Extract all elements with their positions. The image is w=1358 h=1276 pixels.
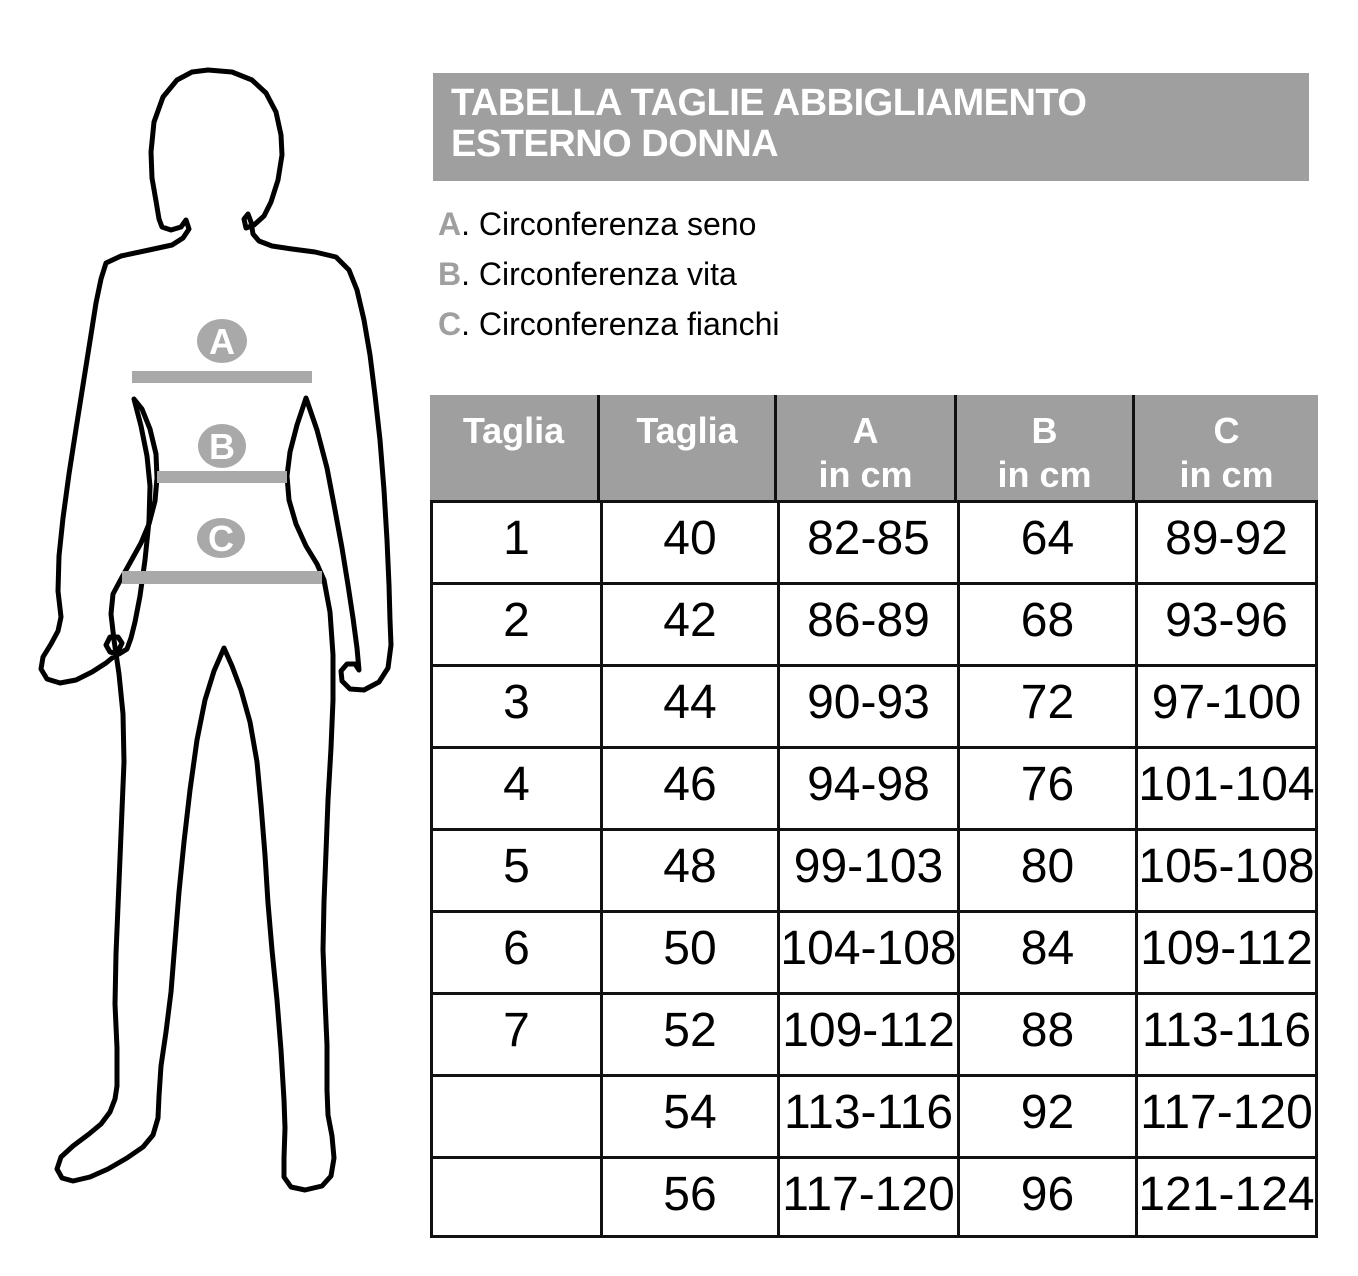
legend-dot: .	[461, 306, 470, 342]
table-cell: 117-120	[777, 1156, 957, 1238]
table-cell: 4	[430, 746, 600, 828]
body-measurement-diagram	[0, 0, 430, 1276]
table-row	[430, 582, 1318, 664]
table-cell: 44	[600, 664, 777, 746]
table-row	[430, 1156, 1318, 1238]
table-cell: 109-112	[1135, 910, 1318, 992]
table-cell: 113-116	[777, 1074, 957, 1156]
marker-waist	[198, 424, 246, 468]
table-cell	[430, 1074, 600, 1156]
table-cell: 92	[957, 1074, 1135, 1156]
header-cell-line1: A	[852, 410, 879, 451]
table-row	[430, 500, 1318, 582]
hip-measure-line	[122, 571, 322, 584]
table-cell: 121-124	[1135, 1156, 1318, 1238]
header-cell-line1: Taglia	[462, 410, 565, 451]
table-cell: 94-98	[777, 746, 957, 828]
legend-letter-a: A	[438, 206, 462, 242]
table-cell: 54	[600, 1074, 777, 1156]
marker-waist-letter: B	[209, 426, 235, 467]
header-cell	[957, 395, 1135, 500]
table-cell: 76	[957, 746, 1135, 828]
header-cell-line1: B	[1031, 410, 1058, 451]
table-cell: 93-96	[1135, 582, 1318, 664]
table-cell: 50	[600, 910, 777, 992]
size-table	[430, 395, 1318, 1238]
body-diagram-svg	[0, 0, 430, 1276]
marker-bust	[197, 319, 247, 363]
header-cell-line2: in cm	[818, 454, 913, 495]
table-body	[430, 500, 1318, 1238]
table-row	[430, 746, 1318, 828]
page-title-line2: ESTERNO DONNA	[451, 123, 779, 165]
header-cell-line2: in cm	[997, 454, 1092, 495]
header-cell	[600, 395, 777, 500]
table-cell: 42	[600, 582, 777, 664]
table-cell: 96	[957, 1156, 1135, 1238]
bust-measure-line	[132, 371, 312, 383]
legend-item-waist	[438, 249, 779, 299]
table-cell: 48	[600, 828, 777, 910]
table-cell: 86-89	[777, 582, 957, 664]
table-cell: 105-108	[1135, 828, 1318, 910]
legend-item-bust	[438, 199, 779, 249]
table-cell: 82-85	[777, 500, 957, 582]
table-cell: 97-100	[1135, 664, 1318, 746]
table-cell: 84	[957, 910, 1135, 992]
table-cell: 104-108	[777, 910, 957, 992]
table-row	[430, 664, 1318, 746]
header-cell	[777, 395, 957, 500]
table-cell: 113-116	[1135, 992, 1318, 1074]
table-row	[430, 1074, 1318, 1156]
legend-text-waist: Circonferenza vita	[478, 256, 737, 292]
measurement-legend	[438, 199, 779, 349]
table-row	[430, 992, 1318, 1074]
table-cell: 90-93	[777, 664, 957, 746]
legend-item-hip	[438, 299, 779, 349]
page-title-line1: TABELLA TAGLIE ABBIGLIAMENTO	[451, 82, 1087, 124]
table-cell: 3	[430, 664, 600, 746]
marker-hip-letter: C	[208, 518, 234, 559]
header-cell	[430, 395, 600, 500]
table-cell: 7	[430, 992, 600, 1074]
page-title	[433, 73, 1309, 181]
legend-text-bust: Circonferenza seno	[478, 206, 757, 242]
header-cell-line1: C	[1213, 410, 1240, 451]
waist-measure-line	[157, 471, 287, 483]
table-cell: 46	[600, 746, 777, 828]
legend-letter-b: B	[438, 256, 462, 292]
table-cell: 72	[957, 664, 1135, 746]
legend-letter-c: C	[438, 306, 462, 342]
table-row	[430, 828, 1318, 910]
table-cell: 1	[430, 500, 600, 582]
legend-text-hip: Circonferenza fianchi	[478, 306, 780, 342]
table-row	[430, 910, 1318, 992]
table-cell: 64	[957, 500, 1135, 582]
legend-dot: .	[461, 256, 470, 292]
table-cell: 68	[957, 582, 1135, 664]
header-cell	[1135, 395, 1318, 500]
table-cell: 117-120	[1135, 1074, 1318, 1156]
table-cell	[430, 1156, 600, 1238]
table-cell: 52	[600, 992, 777, 1074]
table-cell: 89-92	[1135, 500, 1318, 582]
table-cell: 5	[430, 828, 600, 910]
header-cell-line2: in cm	[1179, 454, 1274, 495]
table-cell: 80	[957, 828, 1135, 910]
table-cell: 56	[600, 1156, 777, 1238]
table-header-row	[430, 395, 1318, 500]
table-cell: 109-112	[777, 992, 957, 1074]
header-cell-line1: Taglia	[636, 410, 738, 451]
body-outline	[41, 70, 391, 1190]
table-cell: 88	[957, 992, 1135, 1074]
table-cell: 99-103	[777, 828, 957, 910]
table-cell: 101-104	[1135, 746, 1318, 828]
table-cell: 6	[430, 910, 600, 992]
table-cell: 2	[430, 582, 600, 664]
marker-bust-letter: A	[209, 321, 235, 362]
legend-dot: .	[461, 206, 470, 242]
table-cell: 40	[600, 500, 777, 582]
